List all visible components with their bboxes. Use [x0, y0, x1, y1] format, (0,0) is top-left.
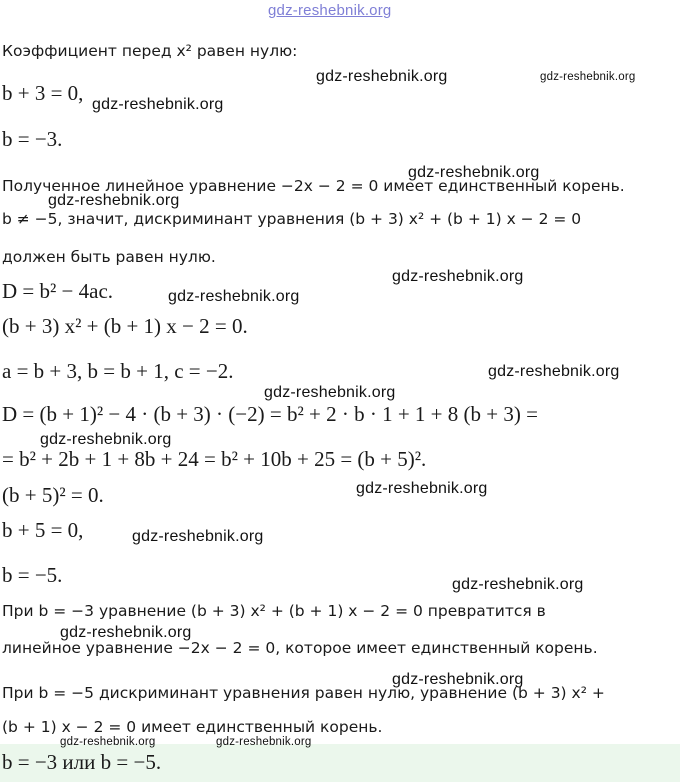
watermark: gdz-reshebnik.org — [40, 431, 172, 448]
answer-line: b = −3 или b = −5. — [2, 750, 162, 774]
watermark: gdz-reshebnik.org — [216, 736, 312, 748]
watermark: gdz-reshebnik.org — [408, 164, 540, 181]
text-line-6: должен быть равен нулю. — [2, 248, 216, 266]
equation-line-9: a = b + 3, b = b + 1, c = −2. — [2, 359, 234, 383]
watermark: gdz-reshebnik.org — [60, 736, 156, 748]
equation-line-7: D = b² − 4ac. — [2, 279, 114, 303]
watermark: gdz-reshebnik.org — [168, 288, 300, 305]
equation-line-12: (b + 5)² = 0. — [2, 483, 104, 507]
text-line-1: Коэффициент перед x² равен нулю: — [2, 42, 298, 60]
equation-line-8: (b + 3) x² + (b + 1) x − 2 = 0. — [2, 314, 248, 338]
watermark: gdz-reshebnik.org — [392, 671, 524, 688]
text-line-16: линейное уравнение −2x − 2 = 0, которое имеет единственный корень. — [2, 639, 598, 657]
equation-line-11: = b² + 2b + 1 + 8b + 24 = b² + 10b + 25 = (b + 5)². — [2, 447, 427, 471]
text-line-17: При b = −5 дискриминант уравнения равен нулю, уравнение (b + 3) x² + — [2, 684, 605, 702]
equation-line-14: b = −5. — [2, 563, 63, 587]
watermark: gdz-reshebnik.org — [488, 363, 620, 380]
text-line-15: При b = −3 уравнение (b + 3) x² + (b + 1) x − 2 = 0 превратится в — [2, 602, 546, 620]
equation-line-10: D = (b + 1)² − 4 · (b + 3) · (−2) = b² + 2 · b · 1 + 1 + 8 (b + 3) = — [2, 402, 538, 426]
watermark: gdz-reshebnik.org — [316, 68, 448, 85]
equation-line-13: b + 5 = 0, — [2, 518, 84, 542]
watermark: gdz-reshebnik.org — [60, 624, 192, 641]
watermark: gdz-reshebnik.org — [540, 71, 636, 83]
equation-line-2: b + 3 = 0, — [2, 81, 84, 105]
watermark: gdz-reshebnik.org — [132, 528, 264, 545]
watermark: gdz-reshebnik.org — [452, 576, 584, 593]
text-line-18: (b + 1) x − 2 = 0 имеет единственный корень. — [2, 718, 383, 736]
text-line-5: b ≠ −5, значит, дискриминант уравнения (b + 3) x² + (b + 1) x − 2 = 0 — [2, 210, 582, 228]
text-line-4: Полученное линейное уравнение −2x − 2 = 0 имеет единственный корень. — [2, 177, 625, 195]
watermark: gdz-reshebnik.org — [92, 96, 224, 113]
equation-line-3: b = −3. — [2, 127, 63, 151]
watermark-top-link[interactable]: gdz-reshebnik.org — [268, 2, 392, 19]
watermark: gdz-reshebnik.org — [264, 384, 396, 401]
watermark: gdz-reshebnik.org — [48, 192, 180, 209]
watermark: gdz-reshebnik.org — [356, 480, 488, 497]
watermark: gdz-reshebnik.org — [392, 268, 524, 285]
